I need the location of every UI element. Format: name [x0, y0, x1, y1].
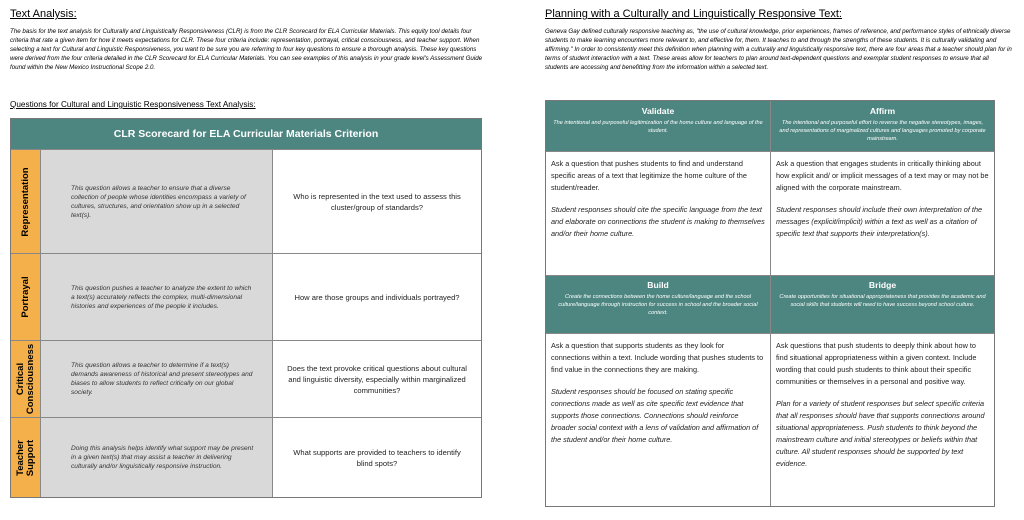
- table-row-teacher-support: [11, 417, 481, 497]
- row-description: Doing this analysis helps identify what support may be present in a given text(s) that may assist a teacher in delivering culturally and/or linguistically responsive instruction.: [41, 418, 273, 497]
- quadrant-definition: The intentional and purposeful legitimization of the home culture and language of the student.: [553, 120, 763, 134]
- quadrant-question: Ask a question that supports students as they look for connections within a text. Include wording that pushes students to find value in the connections they are making.: [551, 341, 764, 374]
- quadrant-definition: Create the connections between the home culture/language and the school culture/language through instruction for success in school and the broader social context.: [558, 294, 758, 316]
- row-description: This question pushes a teacher to analyze the extent to which a text(s) accurately reflects the complex, multi-dimensional histories and experiences of the people it includes.: [41, 254, 273, 340]
- quadrant-header-bridge: [771, 275, 994, 333]
- quadrant-title: Build: [647, 280, 669, 290]
- quadrant-response: Student responses should include their own interpretation of the messages (explicit/implicit) within a text as well as a citation of specific text that supports their interpretation(s).: [776, 205, 983, 238]
- right-page: [520, 0, 1020, 520]
- crt-framework-table: [545, 100, 995, 507]
- row-label-cell: [11, 418, 41, 497]
- table-row-representation: [11, 149, 481, 253]
- clr-scorecard-table: [10, 118, 482, 498]
- quadrant-response: Student responses should be focused on stating specific connections made as well as cite specific text evidence that supports those connections. Connections should reinforce broader social context with a lens of validation and affirmation of the student and/or their home culture.: [551, 387, 759, 444]
- questions-subtitle: Questions for Cultural and Linguistic Responsiveness Text Analysis:: [10, 100, 256, 109]
- planning-intro: Geneva Gay defined culturally responsive teaching as, "the use of cultural knowledge, prior experiences, frames of reference, and performance styles of ethnically diverse students to make learning encounters more relevant to, and effective for, them. It teaches to and through the strengths of these students. It is culturally validating and affirming." In order to consistently meet this definition when planning with a culturally and linguistically responsive text, there are four areas that a teacher should plan for in terms of student interaction with a text. These areas allow for teachers to plan around text-dependent questions and exemplar student responses to ensure that all students are accessing and benefitting from the information within a selected text.: [545, 28, 1012, 71]
- quadrant-body-build: [546, 333, 770, 506]
- row-label-teacher-support: [16, 439, 36, 475]
- row-label-cell: [11, 254, 41, 340]
- quadrant-definition: Create opportunities for situational appropriateness that provides the academic and social skills that students will need to have success beyond school culture.: [779, 294, 986, 308]
- quadrant-definition: The intentional and purposeful effort to reverse the negative stereotypes, images, and representations of marginalized cultures and languages promoted by corporate mainstream.: [779, 120, 986, 142]
- text-analysis-title: Text Analysis:: [10, 8, 77, 20]
- quadrant-question: Ask a question that pushes students to find and understand specific areas of a text that legitimize the home culture of the student/reader.: [551, 159, 747, 192]
- row-divider: [546, 151, 994, 152]
- row-question: What supports are provided to teachers to identify blind spots?: [293, 447, 461, 468]
- row-label-critical-consciousness: [16, 344, 36, 414]
- quadrant-body-affirm: [771, 151, 994, 275]
- row-label-cell: [11, 150, 41, 253]
- quadrant-title: Bridge: [868, 280, 897, 290]
- row-label-line: Consciousness: [24, 343, 36, 415]
- scorecard-header: CLR Scorecard for ELA Curricular Materials Criterion: [11, 119, 481, 149]
- quadrant-body-validate: [546, 151, 770, 275]
- row-divider: [546, 275, 994, 276]
- row-label-line: Support: [24, 439, 36, 476]
- table-row-critical-consciousness: [11, 340, 481, 417]
- row-label-representation: Representation: [19, 166, 31, 237]
- table-row-portrayal: [11, 253, 481, 340]
- planning-title: Planning with a Culturally and Linguistically Responsive Text:: [545, 8, 842, 20]
- row-label-line: Critical: [14, 362, 26, 396]
- row-label-cell: [11, 341, 41, 417]
- quadrant-body-bridge: [771, 333, 994, 506]
- quadrant-question: Ask a question that engages students in critically thinking about how explicit and/ or implicit messages of a text may or may not be aligned with the corporate mainstream.: [776, 159, 989, 192]
- column-divider: [770, 101, 771, 506]
- row-label-portrayal: Portrayal: [19, 276, 31, 318]
- quadrant-header-build: [546, 275, 770, 333]
- row-description: This question allows a teacher to determine if a text(s) demands awareness of historical and present stereotypes and biases to allow students to reflect critically on our global society.: [41, 341, 273, 417]
- quadrant-response: Plan for a variety of student responses but select specific criteria that all responses should have that supports connections around situational appropriateness. Push students to think beyond the mainstream culture and initial stereotypes or beliefs within that culture. All student responses should be supported by text evidence.: [776, 399, 985, 468]
- quadrant-header-validate: [546, 101, 770, 151]
- row-question: Does the text provoke critical questions about cultural and linguistic diversity, especially within marginalized communities?: [287, 363, 467, 395]
- row-question: How are those groups and individuals portrayed?: [294, 292, 460, 302]
- row-label-line: Teacher: [14, 439, 26, 476]
- quadrant-question: Ask questions that push students to deeply think about how to find situational appropriateness within a given context. Include wording that could push students to think about their specific communities or themselves in a personal and positive way.: [776, 341, 977, 386]
- quadrant-title: Affirm: [869, 106, 896, 116]
- row-divider: [546, 333, 994, 334]
- quadrant-title: Validate: [641, 106, 675, 116]
- quadrant-response: Student responses should cite the specific language from the text and elaborate on connections the student is making to themselves and/or their home culture.: [551, 205, 765, 238]
- quadrant-header-affirm: [771, 101, 994, 151]
- text-analysis-intro: The basis for the text analysis for Culturally and Linguistically Responsiveness (CLR) is from the CLR Scorecard for ELA Curricular Materials. This equity tool details four criteria that rate a given item for how it meets expectations for CLR. These four criteria include: representation, portrayal, critical consciousness, and teacher support. When selecting a text for Cultural and Linguistic Responsiveness, you want to be sure you are referring to four key questions to ensure a thorough analysis. These key questions were derived from the four criteria detailed in the CLR Scorecard for ELA Curricular Materials. You can see examples of this analysis in your grade level's Assessment Guide found within the New Mexico Instructional Scope 2.0.: [10, 28, 483, 71]
- row-description: This question allows a teacher to ensure that a diverse collection of people whose identities encompass a variety of cultures, structures, and orientation show up in a selected text(s).: [41, 150, 273, 253]
- row-question: Who is represented in the text used to assess this cluster/group of standards?: [293, 191, 461, 212]
